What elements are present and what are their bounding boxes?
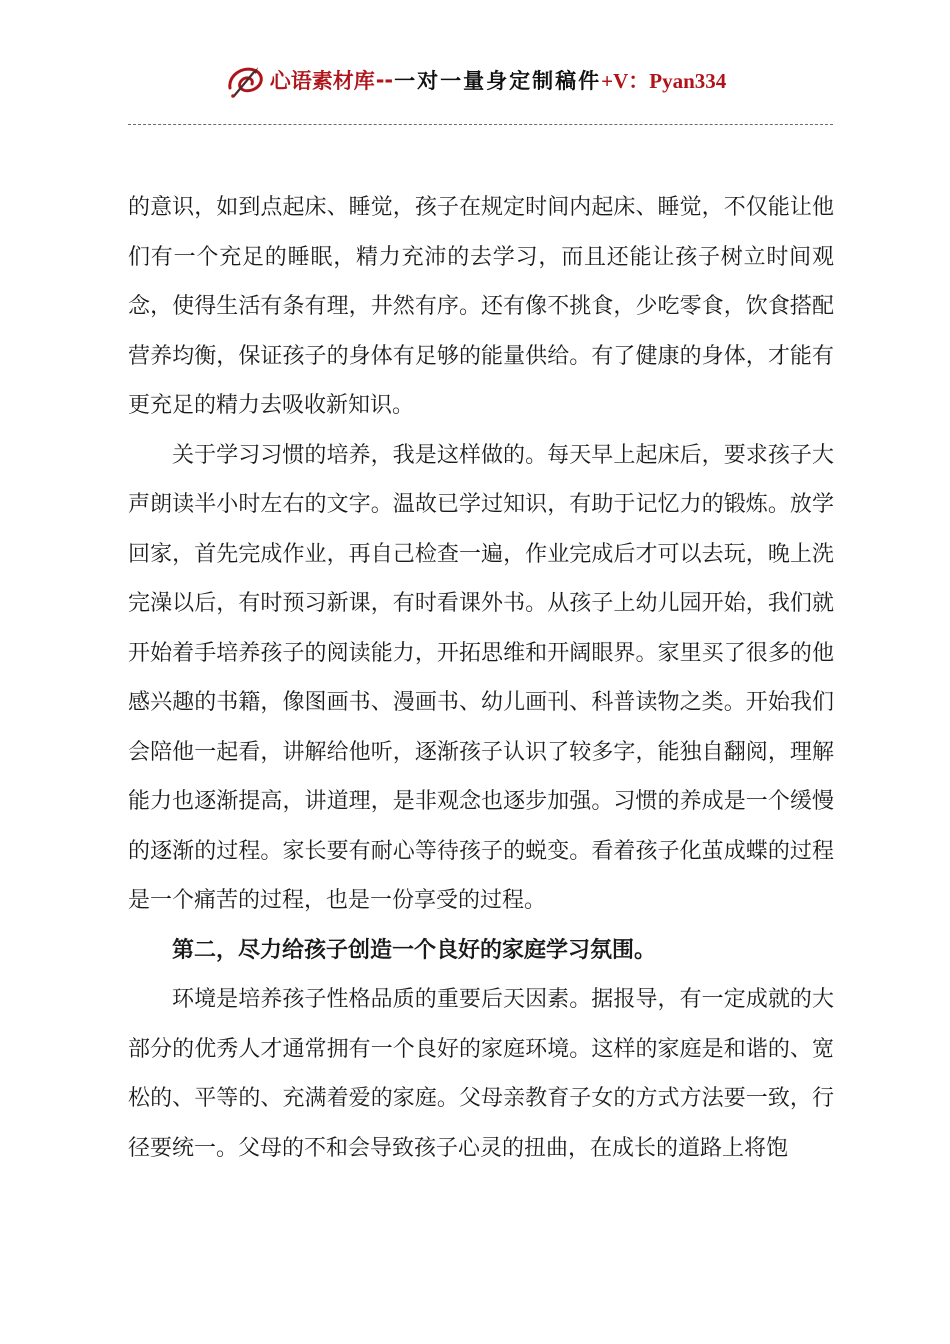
pen-swirl-logo-icon <box>224 58 268 102</box>
contact-text: +V：Pyan334 <box>601 69 727 93</box>
brand-name: 心语素材库 <box>269 68 375 93</box>
paragraph-family-environment: 环境是培养孩子性格品质的重要后天因素。据报导，有一定成就的大部分的优秀人才通常拥有一个良好的家庭环境。这样的家庭是和谐的、宽松的、平等的、充满着爱的家庭。父母亲教育子女的方式方法要一致，行径要统一。父母的不和会导致孩子心灵的扭曲，在成长的道路上将饱 <box>128 987 834 1161</box>
header-separator: -- <box>375 68 394 92</box>
document-body <box>128 183 834 1173</box>
paragraph-study-habits: 关于学习习惯的培养，我是这样做的。每天早上起床后，要求孩子大声朗读半小时左右的文字。温故已学过知识，有助于记忆力的锻炼。放学回家，首先完成作业，再自己检查一遍，作业完成后才可以去玩，晚上洗完澡以后，有时预习新课，有时看课外书。从孩子上幼儿园开始，我们就开始着手培养孩子的阅读能力，开拓思维和开阔眼界。家里买了很多的他感兴趣的书籍，像图画书、漫画书、幼儿画刊、科普读物之类。开始我们会陪他一起看，讲解给他听，逐渐孩子认识了较多字，能独自翻阅，理解能力也逐渐提高，讲道理，是非观念也逐步加强。习惯的养成是一个缓慢的逐渐的过程。家长要有耐心等待孩子的蜕变。看着孩子化茧成蝶的过程是一个痛苦的过程，也是一份享受的过程。 <box>128 442 834 913</box>
paragraph-continued: 的意识，如到点起床、睡觉，孩子在规定时间内起床、睡觉，不仅能让他们有一个充足的睡眠，精力充沛的去学习，而且还能让孩子树立时间观念，使得生活有条有理，井然有序。还有像不挑食，少吃零食，饮食搭配营养均衡，保证孩子的身体有足够的能量供给。有了健康的身体，才能有更充足的精力去吸收新知识。 <box>128 195 834 418</box>
header-tagline: 一对一量身定制稿件 <box>394 69 602 93</box>
header-banner <box>224 58 727 102</box>
page-header <box>0 58 950 104</box>
section-heading: 第二，尽力给孩子创造一个良好的家庭学习氛围。 <box>172 936 657 963</box>
header-divider <box>128 124 833 125</box>
